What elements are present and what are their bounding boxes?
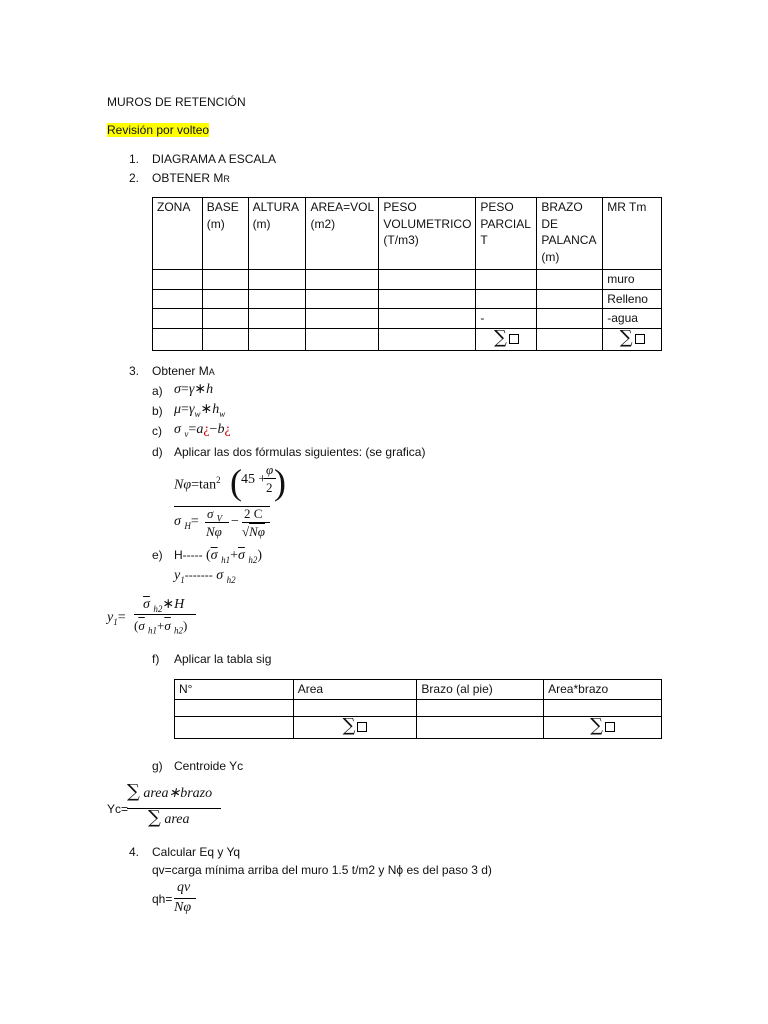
table-sum-row bbox=[153, 328, 662, 350]
table-row bbox=[153, 289, 662, 309]
section-heading-text: Revisión por volteo bbox=[107, 123, 210, 137]
header-cell: N° bbox=[175, 680, 294, 700]
header-cell: BRAZO DE PALANCA (m) bbox=[537, 198, 603, 270]
qh-numerator: qv bbox=[177, 880, 191, 895]
row-label: -agua bbox=[603, 309, 662, 329]
header-cell: Area bbox=[293, 680, 417, 700]
item-3-number: 3. bbox=[129, 364, 140, 378]
sub-item-c-label: c) bbox=[152, 424, 162, 438]
yc-label: Yc= bbox=[107, 802, 129, 816]
sum-cell bbox=[293, 716, 417, 738]
qh-denominator: Nφ bbox=[174, 900, 192, 915]
header-cell: MR Tm bbox=[603, 198, 662, 270]
formula-nphi: $N\varphi=\tan^2$ bbox=[174, 475, 221, 493]
item-4-text: Calcular Eq y Yq bbox=[152, 845, 241, 859]
qh-label: qh= bbox=[152, 892, 173, 906]
table-row bbox=[175, 699, 662, 716]
sub-item-d-label: d) bbox=[152, 445, 163, 459]
nphi-denominator: Nφ bbox=[206, 524, 222, 539]
fraction-bar bbox=[205, 522, 229, 523]
sigma-icon: ∑ bbox=[590, 714, 603, 736]
nphi-45: 45 bbox=[241, 472, 255, 487]
sub-item-f-label: f) bbox=[152, 652, 160, 666]
sigma-icon: ∑ bbox=[127, 781, 140, 802]
header-cell: Brazo (al pie) bbox=[417, 680, 544, 700]
sum-cell bbox=[476, 328, 537, 350]
paren-right: ) bbox=[274, 462, 286, 502]
step-4-description: qv=carga mínima arriba del muro 1.5 t/m2 y Nϕ es del paso 3 d) bbox=[152, 863, 492, 877]
header-cell: ALTURA (m) bbox=[248, 198, 306, 270]
formula-mu: $\mu=\gamma_w∗h_w$ bbox=[174, 402, 226, 419]
sqrt-nphi: √Nφ bbox=[242, 524, 266, 539]
table-sum-row bbox=[175, 716, 662, 738]
formula-nphi-45: 45 + bbox=[241, 472, 267, 487]
fraction-bar bbox=[127, 808, 221, 809]
sub-item-b-label: b) bbox=[152, 404, 163, 418]
header-cell: AREA=VOL (m2) bbox=[306, 198, 379, 270]
item-2-number: 2. bbox=[129, 171, 140, 185]
item-2-label: OBTENER M bbox=[152, 171, 224, 185]
header-cell: ZONA bbox=[153, 198, 203, 270]
item-1-number: 1. bbox=[129, 152, 140, 166]
sub-item-e-label: e) bbox=[152, 548, 163, 562]
header-cell: PESO VOLUMETRICO (T/m3) bbox=[379, 198, 476, 270]
sigma-icon: ∑ bbox=[493, 326, 507, 348]
sigma-icon: ∑ bbox=[619, 326, 633, 348]
sigma-sum: ($\overline{\sigma}$ $_{h1}+\overline{\sigma}$ $_{h2}$) bbox=[206, 548, 263, 565]
yc-num-text: area∗brazo bbox=[143, 786, 213, 801]
sum-cell bbox=[544, 716, 662, 738]
placeholder-box-icon bbox=[357, 722, 367, 732]
document-title: MUROS DE RETENCIÓN bbox=[107, 95, 246, 109]
placeholder-box-icon bbox=[635, 334, 645, 344]
placeholder-box-icon bbox=[605, 722, 615, 732]
sigma-v-numerator: σ $_V$ bbox=[207, 506, 223, 524]
y1-dashes: ------- bbox=[184, 568, 213, 582]
header-cell: Area*brazo bbox=[544, 680, 662, 700]
twoC-numerator: 2 C bbox=[244, 506, 263, 521]
y1-denominator: ($\overline{\sigma}$ $_{h1}+\overline{\sigma}$ $_{h2}$) bbox=[134, 618, 188, 636]
placeholder-box-icon bbox=[509, 334, 519, 344]
sigma-icon: ∑ bbox=[342, 714, 356, 736]
formula-sigma: σ=γ∗h bbox=[174, 382, 214, 397]
dash-cell: - bbox=[476, 309, 537, 329]
section-heading bbox=[107, 123, 209, 137]
item-2-text bbox=[152, 171, 230, 186]
header-cell: BASE (m) bbox=[202, 198, 248, 270]
item-2-subscript: R bbox=[223, 174, 230, 184]
sub-item-g-label: g) bbox=[152, 759, 163, 773]
yc-den-text: area bbox=[164, 812, 190, 827]
formula-sigma-h: σ $_H$= bbox=[174, 514, 199, 531]
sub-item-f-text: Aplicar la tabla sig bbox=[174, 652, 272, 666]
h-dashes: H----- bbox=[174, 548, 203, 562]
centroid-table bbox=[174, 679, 662, 739]
item-4-number: 4. bbox=[129, 845, 140, 859]
yc-numerator bbox=[127, 781, 213, 802]
table-row bbox=[153, 270, 662, 290]
item-1-text: DIAGRAMA A ESCALA bbox=[152, 152, 277, 166]
paren-left: ( bbox=[230, 462, 242, 502]
sub-item-d-text: Aplicar las dos fórmulas siguientes: (se grafica) bbox=[174, 445, 426, 459]
y1-numerator: $\overline{\sigma}$ $_{h2}$∗H bbox=[143, 597, 185, 614]
header-cell: PESO PARCIAL T bbox=[476, 198, 537, 270]
fraction-bar bbox=[134, 614, 196, 615]
yc-denominator bbox=[148, 807, 190, 828]
item-3-text bbox=[152, 364, 215, 379]
two-denominator: 2 bbox=[266, 480, 273, 495]
phi-numerator: φ bbox=[266, 462, 274, 477]
item-3-label: Obtener M bbox=[152, 364, 209, 378]
sub-item-g-text: Centroide Yc bbox=[174, 759, 244, 773]
table-header-row bbox=[153, 198, 662, 270]
fraction-bar bbox=[174, 898, 196, 899]
item-3-subscript: A bbox=[208, 367, 215, 377]
formula-sigma-v: σ $_v$=a¿−b¿ bbox=[174, 422, 231, 439]
moment-table bbox=[152, 197, 662, 351]
row-label: Relleno bbox=[603, 289, 662, 309]
table-header-row bbox=[175, 680, 662, 700]
minus-sign: − bbox=[231, 514, 239, 529]
e-line-1 bbox=[174, 548, 262, 568]
e-line-2: $y_1-------$ σ $_{h2}$ bbox=[174, 568, 236, 585]
sum-cell bbox=[603, 328, 662, 350]
table-row bbox=[153, 309, 662, 329]
sub-item-a-label: a) bbox=[152, 384, 163, 398]
sigma-icon: ∑ bbox=[148, 807, 161, 828]
y1-label: $y_1=$ bbox=[107, 610, 126, 627]
row-label: muro bbox=[603, 270, 662, 290]
